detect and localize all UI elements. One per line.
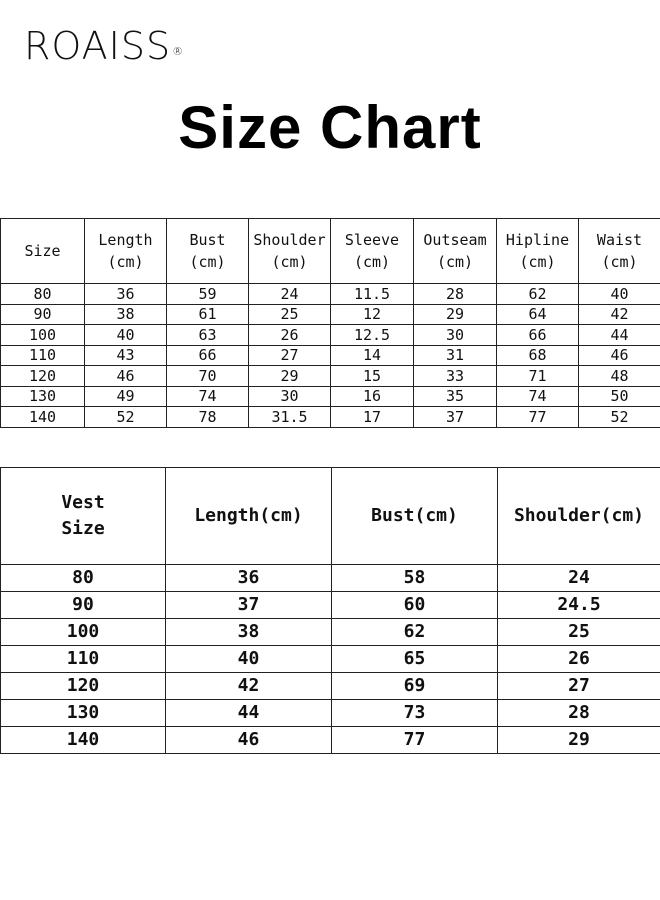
- size-table-cell: 42: [579, 304, 660, 325]
- vest-table-cell: 130: [1, 700, 166, 727]
- size-table-header-row: [1, 219, 660, 284]
- size-table-row: [1, 284, 660, 305]
- size-table-header-text: Sleeve: [344, 231, 400, 249]
- vest-size-table: [0, 467, 660, 754]
- vest-table-cell: 40: [166, 646, 332, 673]
- size-table-cell: 77: [497, 407, 579, 428]
- size-table-cell: 33: [414, 366, 497, 387]
- size-table-cell: 63: [167, 325, 249, 346]
- size-table-row: [1, 304, 660, 325]
- size-table-header-text: (cm): [189, 253, 226, 271]
- size-table-header-text: Size: [24, 242, 61, 260]
- vest-table-header-cell: [498, 468, 660, 565]
- size-table-header-text: (cm): [519, 253, 556, 271]
- size-table-cell: 74: [167, 386, 249, 407]
- vest-table-cell: 69: [332, 673, 498, 700]
- size-table-header-text: Length: [98, 231, 153, 249]
- size-table-cell: 62: [497, 284, 579, 305]
- vest-table-header-text: Shoulder(cm): [513, 505, 645, 526]
- size-table-cell: 40: [579, 284, 660, 305]
- vest-table-cell: 73: [332, 700, 498, 727]
- size-table-cell: 37: [414, 407, 497, 428]
- size-table-header-text: Waist: [596, 231, 643, 249]
- vest-table-cell: 77: [332, 727, 498, 754]
- size-table-header-cell: [414, 219, 497, 284]
- brand-name: ROAISS: [24, 24, 172, 68]
- size-table-cell: 50: [579, 386, 660, 407]
- size-table-header-cell: [167, 219, 249, 284]
- size-table-cell: 16: [331, 386, 414, 407]
- size-table-cell: 80: [1, 284, 85, 305]
- size-table-cell: 40: [85, 325, 167, 346]
- vest-table-cell: 38: [166, 619, 332, 646]
- size-table-cell: 61: [167, 304, 249, 325]
- size-table-row: [1, 407, 660, 428]
- size-table-cell: 15: [331, 366, 414, 387]
- vest-table-cell: 37: [166, 592, 332, 619]
- size-table-header-cell: [331, 219, 414, 284]
- size-table-header-text: Shoulder: [253, 231, 326, 249]
- vest-table-cell: 24.5: [498, 592, 660, 619]
- size-table-cell: 90: [1, 304, 85, 325]
- size-table-cell: 71: [497, 366, 579, 387]
- size-table-cell: 68: [497, 345, 579, 366]
- size-table-row: [1, 345, 660, 366]
- size-table-header-text: Outseam: [423, 231, 487, 249]
- size-table-cell: 12: [331, 304, 414, 325]
- size-table-cell: 66: [167, 345, 249, 366]
- vest-table-cell: 60: [332, 592, 498, 619]
- vest-table-cell: 24: [498, 565, 660, 592]
- size-table-cell: 64: [497, 304, 579, 325]
- size-table-cell: 27: [249, 345, 331, 366]
- size-table-cell: 24: [249, 284, 331, 305]
- size-table-cell: 49: [85, 386, 167, 407]
- size-table-cell: 74: [497, 386, 579, 407]
- vest-table-cell: 27: [498, 673, 660, 700]
- vest-table-cell: 90: [1, 592, 166, 619]
- size-table-cell: 12.5: [331, 325, 414, 346]
- size-table: [0, 218, 660, 428]
- size-table-cell: 52: [85, 407, 167, 428]
- size-table-cell: 48: [579, 366, 660, 387]
- size-table-cell: 70: [167, 366, 249, 387]
- vest-table-cell: 110: [1, 646, 166, 673]
- vest-table-cell: 28: [498, 700, 660, 727]
- size-table-cell: 100: [1, 325, 85, 346]
- size-table-cell: 30: [414, 325, 497, 346]
- size-table-header-text: (cm): [436, 253, 474, 271]
- size-table-header-cell: [85, 219, 167, 284]
- vest-table-cell: 120: [1, 673, 166, 700]
- brand-logo: [24, 22, 184, 70]
- size-table-row: [1, 366, 660, 387]
- vest-table-cell: 46: [166, 727, 332, 754]
- vest-table-row: [1, 592, 660, 619]
- vest-table-header-text: Vest: [61, 492, 105, 513]
- size-table-cell: 28: [414, 284, 497, 305]
- size-table-cell: 30: [249, 386, 331, 407]
- vest-table-cell: 25: [498, 619, 660, 646]
- vest-table-header-text: Size: [61, 518, 105, 539]
- size-table-cell: 31.5: [249, 407, 331, 428]
- vest-table-row: [1, 565, 660, 592]
- vest-table-cell: 58: [332, 565, 498, 592]
- size-table-cell: 35: [414, 386, 497, 407]
- vest-table-cell: 36: [166, 565, 332, 592]
- size-table-cell: 120: [1, 366, 85, 387]
- size-table-cell: 78: [167, 407, 249, 428]
- vest-table-row: [1, 646, 660, 673]
- vest-table-row: [1, 727, 660, 754]
- size-table-header-cell: [579, 219, 660, 284]
- size-table-cell: 140: [1, 407, 85, 428]
- size-table-cell: 66: [497, 325, 579, 346]
- size-table-header-text: (cm): [271, 253, 308, 271]
- size-table-header-text: (cm): [107, 253, 144, 271]
- size-table-cell: 31: [414, 345, 497, 366]
- size-table-cell: 17: [331, 407, 414, 428]
- vest-table-header-row: [1, 468, 660, 565]
- vest-table-row: [1, 619, 660, 646]
- size-table-cell: 25: [249, 304, 331, 325]
- size-table-cell: 110: [1, 345, 85, 366]
- size-table-header-cell: [497, 219, 579, 284]
- size-table-cell: 29: [414, 304, 497, 325]
- vest-table-header-text: Length(cm): [194, 505, 303, 526]
- size-table-cell: 11.5: [331, 284, 414, 305]
- vest-table-header-cell: [332, 468, 498, 565]
- size-table-cell: 59: [167, 284, 249, 305]
- size-table-header-text: Hipline: [505, 231, 570, 249]
- size-table-cell: 46: [85, 366, 167, 387]
- registered-mark: ®: [172, 45, 185, 58]
- page-title: Size Chart: [178, 94, 482, 161]
- size-table-cell: 36: [85, 284, 167, 305]
- vest-table-row: [1, 673, 660, 700]
- size-table-cell: 14: [331, 345, 414, 366]
- size-table-cell: 43: [85, 345, 167, 366]
- size-table-cell: 44: [579, 325, 660, 346]
- size-table-header-text: (cm): [601, 253, 638, 271]
- size-table-cell: 130: [1, 386, 85, 407]
- size-table-cell: 29: [249, 366, 331, 387]
- size-table-cell: 52: [579, 407, 660, 428]
- vest-table-cell: 42: [166, 673, 332, 700]
- size-table-header-text: Bust: [189, 231, 226, 249]
- size-table-cell: 38: [85, 304, 167, 325]
- vest-table-header-cell: [166, 468, 332, 565]
- vest-table-row: [1, 700, 660, 727]
- vest-table-cell: 44: [166, 700, 332, 727]
- vest-table-header-text: Bust(cm): [371, 505, 458, 526]
- vest-table-cell: 140: [1, 727, 166, 754]
- vest-table-cell: 100: [1, 619, 166, 646]
- size-table-cell: 46: [579, 345, 660, 366]
- size-table-header-cell: [1, 219, 85, 284]
- vest-table-cell: 80: [1, 565, 166, 592]
- size-table-cell: 26: [249, 325, 331, 346]
- vest-table-cell: 29: [498, 727, 660, 754]
- vest-table-cell: 26: [498, 646, 660, 673]
- vest-table-cell: 65: [332, 646, 498, 673]
- vest-table-cell: 62: [332, 619, 498, 646]
- size-table-header-text: (cm): [353, 253, 391, 271]
- size-table-row: [1, 386, 660, 407]
- size-table-row: [1, 325, 660, 346]
- vest-table-header-cell: [1, 468, 166, 565]
- size-table-header-cell: [249, 219, 331, 284]
